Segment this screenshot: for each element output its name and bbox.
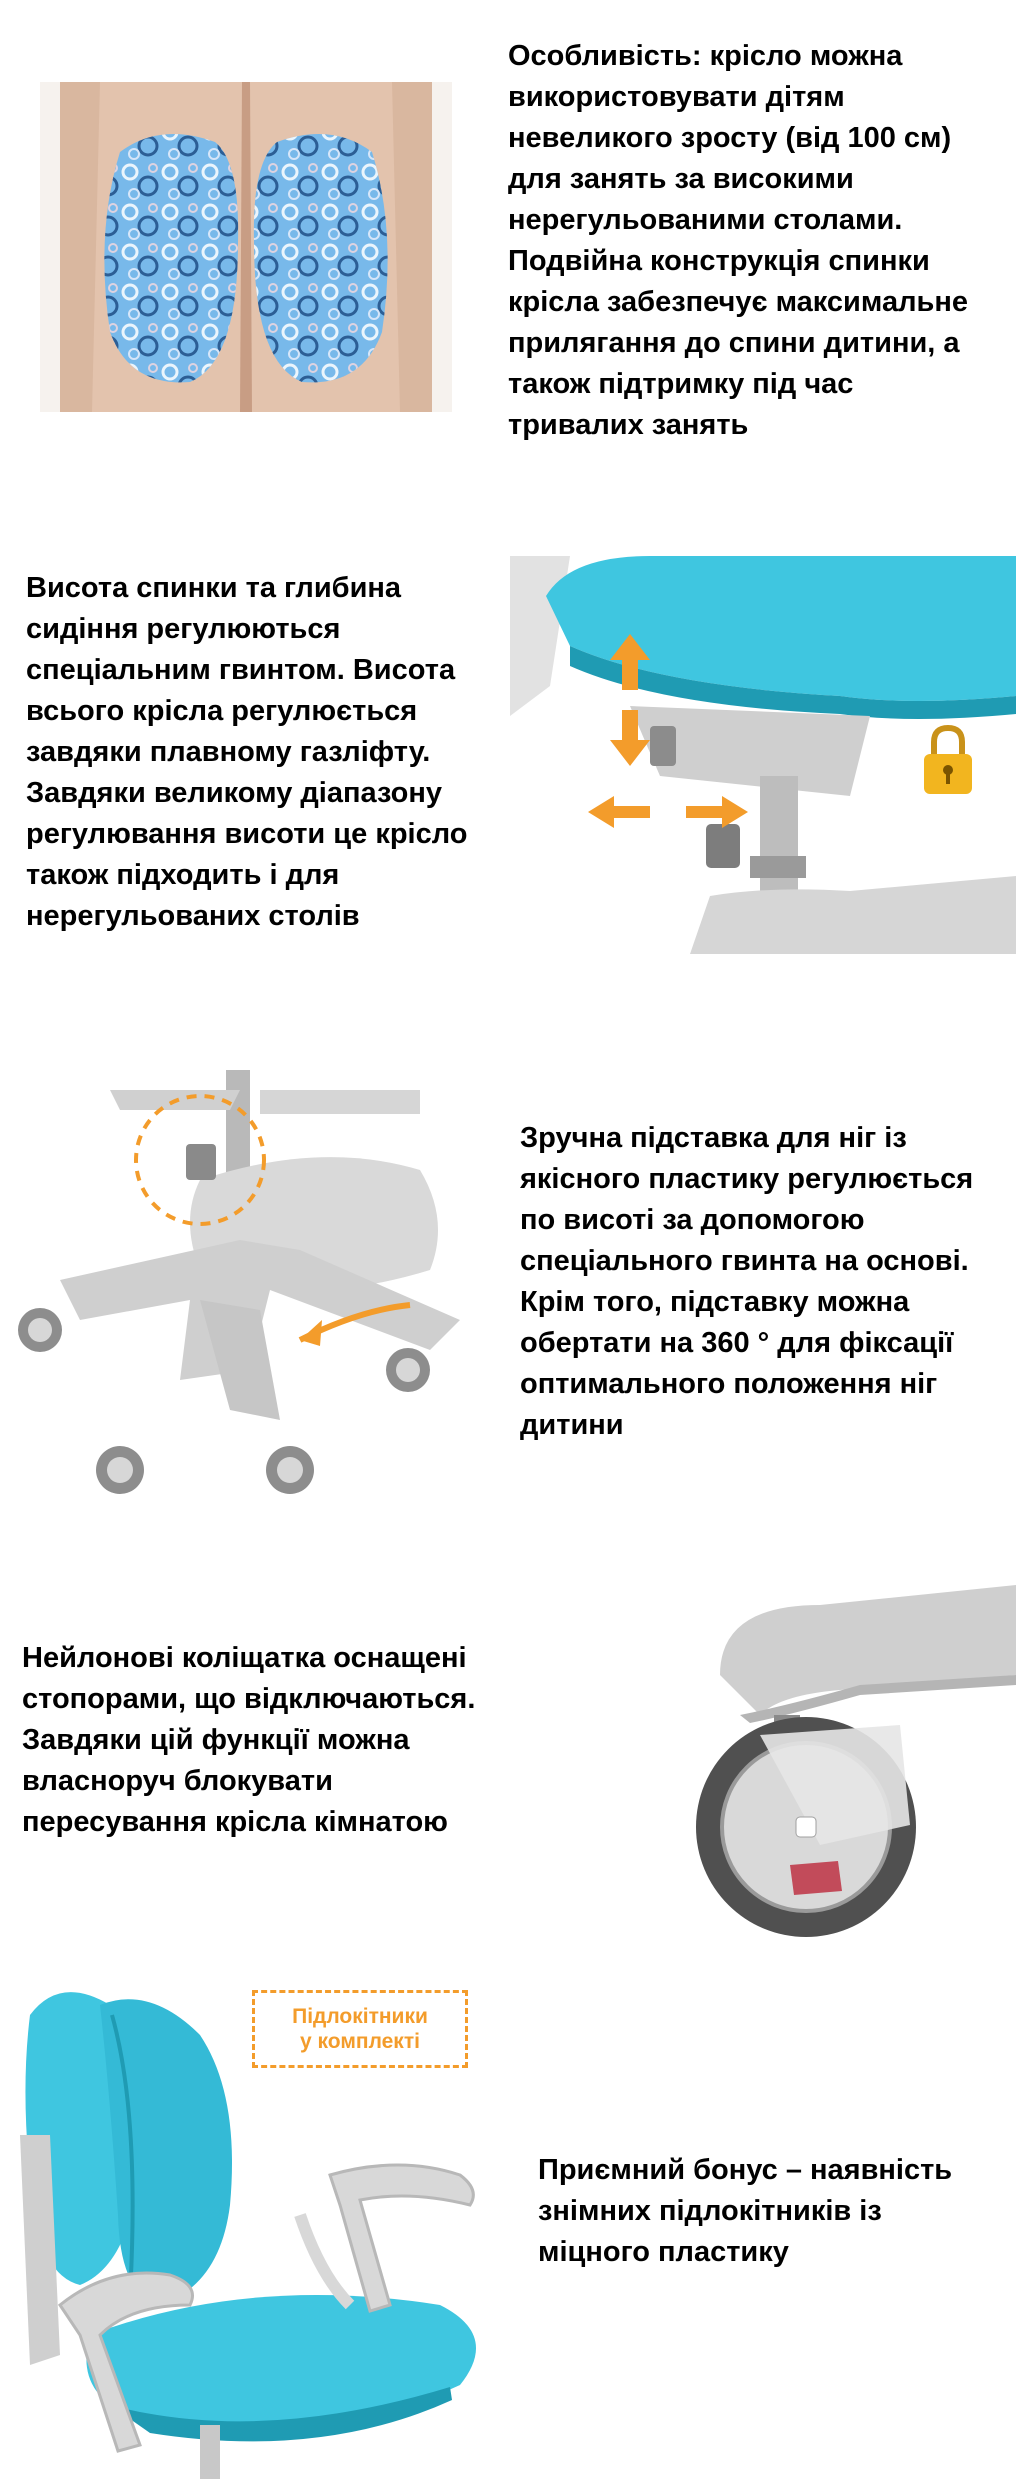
armrests-included-badge: Підлокітники у комплекті — [252, 1990, 468, 2068]
right-back-cushion — [254, 134, 388, 382]
feature-text-4: Нейлонові коліщатка оснащені стопорами, що відключаються. Завдяки цій функції можна власноруч блокувати пересування крісла кімнатою — [22, 1642, 476, 1838]
back-support-image — [40, 82, 452, 412]
chair-back — [25, 1992, 232, 2305]
feature-text-3: Зручна підставка для ніг із якісного пластику регулюється по висоті за допомогою спеціального гвинта на основі. Крім того, підставку можна обертати на 360 ° для фіксації оптимального положення ніг дитини — [520, 1122, 974, 1441]
brake-icon — [790, 1861, 842, 1895]
footrest-image — [0, 1070, 500, 1510]
left-back-cushion — [104, 134, 238, 382]
feature-text-5: Приємний бонус – наявність знімних підлокітників із міцного пластику — [538, 2154, 953, 2268]
feature-text-1: Особливість: крісло можна використовувати дітям невеликого зросту (від 100 см) для занять за високими нерегульованими столами. Подвійна конструкція спинки крісла забезпечує максимальне прилягання до спини дитини, а також підтримку під час тривалих занять — [508, 40, 968, 441]
caster-wheel-image — [620, 1565, 1016, 1955]
adjustment-image — [510, 556, 1016, 954]
feature-text-2: Висота спинки та глибина сидіння регулюються спеціальним гвинтом. Висота всього крісла регулюється завдяки плавному газліфту. Завдяки великому діапазону регулювання висоти це крісло також підходить і для нерегульованих столів — [26, 572, 468, 932]
